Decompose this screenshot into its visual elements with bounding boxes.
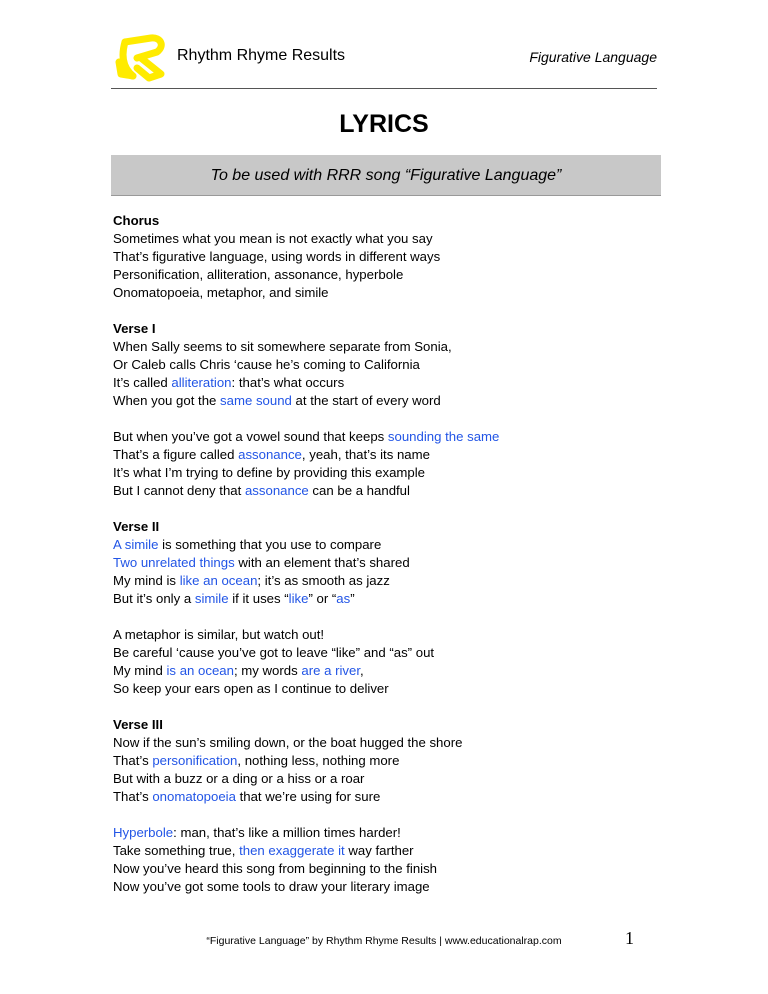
highlighted-term: are a river: [301, 663, 361, 678]
lyric-text: Now if the sun’s smiling down, or the boat hugged the shore: [113, 735, 463, 750]
lyric-text: : that’s what occurs: [231, 375, 345, 390]
lyric-text: But it’s only a: [113, 591, 195, 606]
highlighted-term: Two unrelated things: [113, 555, 235, 570]
lyric-text: When Sally seems to sit somewhere separate from Sonia,: [113, 339, 452, 354]
lyric-text: That’s: [113, 753, 153, 768]
lyrics-section: [113, 428, 673, 500]
lyric-line: [113, 554, 673, 572]
lyrics-section: [113, 824, 673, 896]
section-heading: Chorus: [113, 213, 160, 228]
lyric-text: Sometimes what you mean is not exactly what you say: [113, 231, 433, 246]
lyric-text: Now you’ve heard this song from beginning to the finish: [113, 861, 438, 876]
highlighted-term: simile: [194, 591, 229, 606]
lyric-line: [113, 374, 673, 392]
lyric-line: [113, 626, 673, 644]
lyric-text: It’s what I’m trying to define by providing this example: [113, 465, 426, 480]
lyric-line: [113, 662, 673, 680]
lyric-line: [113, 392, 673, 410]
section-heading: Verse II: [113, 519, 160, 534]
lyric-line: [113, 482, 673, 500]
lyric-line: [113, 464, 673, 482]
usage-banner: [111, 155, 661, 196]
lyric-line: [113, 428, 673, 446]
highlighted-term: assonance: [244, 483, 309, 498]
lyric-line: [113, 356, 673, 374]
lyric-line: [113, 680, 673, 698]
lyric-text: Be careful ‘cause you’ve got to leave “like” and “as” out: [113, 645, 435, 660]
lyrics-section: [113, 212, 673, 302]
lyric-text: that we’re using for sure: [235, 789, 381, 804]
page-number: 1: [625, 928, 634, 948]
footer-credit: “Figurative Language” by Rhythm Rhyme Results | www.educationalrap.com: [206, 935, 562, 947]
lyric-text: A metaphor is similar, but watch out!: [113, 627, 325, 642]
lyric-text: So keep your ears open as I continue to deliver: [113, 681, 389, 696]
lyric-text: , nothing less, nothing more: [237, 753, 400, 768]
lyric-line: [113, 536, 673, 554]
highlighted-term: Hyperbole: [113, 825, 174, 840]
lyric-text: : man, that’s like a million times harder!: [173, 825, 401, 840]
lyric-text: ; my words: [233, 663, 302, 678]
lyrics-section: [113, 518, 673, 608]
lyric-line: [113, 590, 673, 608]
lyric-text: ”: [350, 591, 355, 606]
lyrics-section: [113, 320, 673, 410]
lyric-line: [113, 878, 673, 896]
lyric-text: Take something true,: [113, 843, 240, 858]
section-heading: Verse III: [113, 717, 163, 732]
lyric-text: is something that you use to compare: [158, 537, 382, 552]
highlighted-term: like an ocean: [179, 573, 258, 588]
lyric-text: at the start of every word: [291, 393, 441, 408]
highlighted-term: assonance: [238, 447, 302, 462]
highlighted-term: is an ocean: [166, 663, 234, 678]
lyric-line: [113, 266, 673, 284]
lyric-text: But when you’ve got a vowel sound that keeps: [113, 429, 388, 444]
lyric-line: [113, 842, 673, 860]
lyric-text: Onomatopoeia, metaphor, and simile: [113, 285, 329, 300]
lyrics-section: [113, 716, 673, 806]
lyrics-section: [113, 626, 673, 698]
lyric-text: ” or “: [308, 591, 337, 606]
lyric-text: But with a buzz or a ding or a hiss or a roar: [113, 771, 365, 786]
brand-name: Rhythm Rhyme Results: [177, 47, 346, 64]
lyric-text: way farther: [344, 843, 414, 858]
lyric-text: Personification, alliteration, assonance, hyperbole: [113, 267, 404, 282]
lyric-text: ; it’s as smooth as jazz: [257, 573, 390, 588]
lyric-line: [113, 446, 673, 464]
highlighted-term: like: [288, 591, 309, 606]
lyric-text: It’s called: [113, 375, 172, 390]
lyric-text: My mind is: [113, 573, 180, 588]
highlighted-term: sounding the same: [387, 429, 500, 444]
section-heading: Verse I: [113, 321, 156, 336]
lyric-text: Or Caleb calls Chris ‘cause he’s coming to California: [113, 357, 420, 372]
lyric-text: , yeah, that’s its name: [301, 447, 430, 462]
highlighted-term: onomatopoeia: [152, 789, 236, 804]
lyric-text: That’s: [113, 789, 153, 804]
document-topic: Figurative Language: [529, 49, 657, 65]
page-header: [111, 28, 657, 89]
lyric-line: [113, 770, 673, 788]
rrr-logo-icon: [111, 28, 175, 84]
lyric-line: [113, 284, 673, 302]
page-title: LYRICS: [339, 110, 429, 138]
lyric-line: [113, 644, 673, 662]
lyric-line: [113, 734, 673, 752]
lyric-line: [113, 752, 673, 770]
highlighted-term: then exaggerate it: [239, 843, 345, 858]
lyric-line: [113, 788, 673, 806]
lyric-text: But I cannot deny that: [113, 483, 245, 498]
highlighted-term: A simile: [113, 537, 159, 552]
lyrics-body: [113, 212, 673, 914]
highlighted-term: same sound: [220, 393, 292, 408]
lyric-text: with an element that’s shared: [234, 555, 410, 570]
lyric-text: ,: [360, 663, 364, 678]
lyric-text: Now you’ve got some tools to draw your literary image: [113, 879, 430, 894]
lyric-line: [113, 338, 673, 356]
usage-banner-text: To be used with RRR song “Figurative Language”: [210, 167, 562, 184]
lyric-text: My mind: [113, 663, 167, 678]
lyric-line: [113, 248, 673, 266]
highlighted-term: as: [336, 591, 351, 606]
lyric-text: if it uses “: [228, 591, 289, 606]
lyric-line: [113, 572, 673, 590]
highlighted-term: alliteration: [171, 375, 232, 390]
lyric-text: That’s figurative language, using words in different ways: [113, 249, 441, 264]
lyric-text: can be a handful: [308, 483, 410, 498]
lyric-text: When you got the: [113, 393, 221, 408]
lyric-line: [113, 860, 673, 878]
lyric-text: That’s a figure called: [113, 447, 239, 462]
highlighted-term: personification: [152, 753, 238, 768]
lyric-line: [113, 230, 673, 248]
lyric-line: [113, 824, 673, 842]
